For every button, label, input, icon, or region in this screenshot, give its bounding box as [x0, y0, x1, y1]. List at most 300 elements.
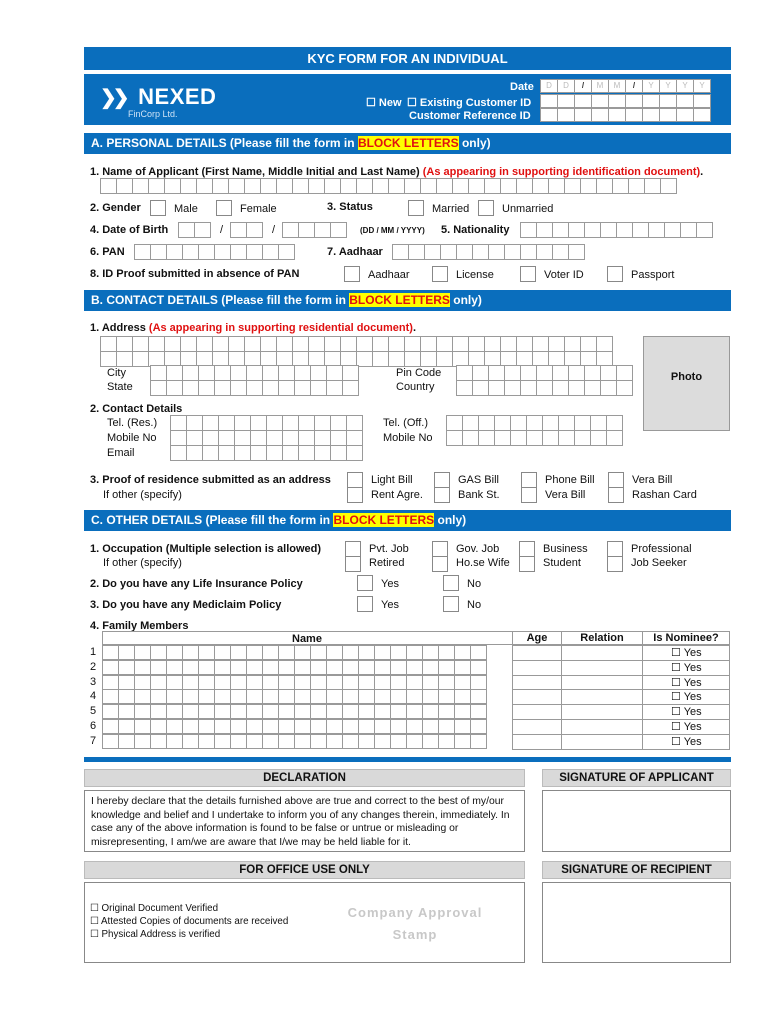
char-box[interactable] [374, 675, 391, 690]
char-box[interactable] [326, 660, 343, 675]
char-box[interactable] [214, 380, 231, 396]
char-box[interactable] [308, 178, 325, 194]
char-box[interactable] [422, 645, 439, 660]
char-box[interactable] [262, 719, 279, 734]
char-box[interactable] [408, 244, 425, 260]
char-box[interactable] [202, 430, 219, 446]
dob-month-field[interactable] [230, 222, 262, 238]
char-box[interactable] [660, 178, 677, 194]
char-box[interactable] [404, 178, 421, 194]
char-box[interactable] [452, 336, 469, 352]
char-box[interactable] [390, 660, 407, 675]
char-box[interactable] [102, 704, 119, 719]
char-box[interactable] [422, 704, 439, 719]
char-box[interactable] [342, 675, 359, 690]
char-box[interactable] [438, 645, 455, 660]
char-box[interactable] [358, 734, 375, 749]
char-box[interactable] [584, 365, 601, 381]
char-box[interactable] [278, 660, 295, 675]
char-box[interactable] [294, 380, 311, 396]
char-box[interactable] [294, 704, 311, 719]
char-box[interactable] [454, 675, 471, 690]
char-box[interactable] [510, 415, 527, 431]
char-box[interactable] [134, 734, 151, 749]
char-box[interactable] [314, 222, 331, 238]
char-box[interactable] [468, 336, 485, 352]
char-box[interactable] [470, 734, 487, 749]
char-box[interactable] [392, 244, 409, 260]
char-box[interactable] [358, 660, 375, 675]
char-box[interactable] [170, 445, 187, 461]
char-box[interactable] [356, 336, 373, 352]
email-field[interactable] [170, 445, 362, 461]
char-box[interactable] [246, 645, 263, 660]
family-nominee-cell[interactable] [642, 734, 730, 750]
char-box[interactable] [266, 445, 283, 461]
state-field[interactable] [150, 380, 358, 396]
char-box[interactable] [616, 380, 633, 396]
char-box[interactable] [326, 704, 343, 719]
char-box[interactable] [166, 734, 183, 749]
char-box[interactable] [388, 351, 405, 367]
char-box[interactable] [406, 704, 423, 719]
char-box[interactable] [182, 660, 199, 675]
char-box[interactable] [494, 415, 511, 431]
char-box[interactable] [478, 415, 495, 431]
char-box[interactable] [228, 336, 245, 352]
date-char-box[interactable]: D [557, 79, 575, 93]
char-box[interactable] [186, 415, 203, 431]
char-box[interactable] [625, 108, 643, 122]
family-relation-field[interactable] [561, 719, 643, 735]
char-box[interactable] [326, 675, 343, 690]
char-box[interactable] [230, 675, 247, 690]
char-box[interactable] [484, 336, 501, 352]
char-box[interactable] [278, 704, 295, 719]
char-box[interactable] [472, 380, 489, 396]
char-box[interactable] [574, 415, 591, 431]
char-box[interactable] [591, 94, 609, 108]
char-box[interactable] [164, 336, 181, 352]
char-box[interactable] [516, 178, 533, 194]
char-box[interactable] [134, 660, 151, 675]
char-box[interactable] [568, 222, 585, 238]
char-box[interactable] [182, 645, 199, 660]
char-box[interactable] [516, 336, 533, 352]
char-box[interactable] [346, 430, 363, 446]
char-box[interactable] [278, 675, 295, 690]
char-box[interactable] [298, 430, 315, 446]
char-box[interactable] [230, 689, 247, 704]
char-box[interactable] [246, 244, 263, 260]
char-box[interactable] [118, 645, 135, 660]
char-box[interactable] [246, 719, 263, 734]
char-box[interactable] [600, 222, 617, 238]
family-nominee-cell[interactable] [642, 660, 730, 676]
char-box[interactable] [164, 178, 181, 194]
char-box[interactable] [438, 704, 455, 719]
char-box[interactable] [250, 445, 267, 461]
char-box[interactable] [552, 222, 569, 238]
char-box[interactable] [150, 244, 167, 260]
char-box[interactable] [292, 336, 309, 352]
char-box[interactable] [642, 108, 660, 122]
char-box[interactable] [186, 430, 203, 446]
char-box[interactable] [118, 719, 135, 734]
life-no-checkbox[interactable] [443, 575, 459, 591]
char-box[interactable] [580, 336, 597, 352]
char-box[interactable] [132, 351, 149, 367]
char-box[interactable] [134, 719, 151, 734]
char-box[interactable] [196, 178, 213, 194]
char-box[interactable] [470, 689, 487, 704]
char-box[interactable] [260, 336, 277, 352]
char-box[interactable] [536, 244, 553, 260]
char-box[interactable] [342, 380, 359, 396]
char-box[interactable] [150, 645, 167, 660]
char-box[interactable] [214, 660, 231, 675]
char-box[interactable] [390, 675, 407, 690]
char-box[interactable] [278, 734, 295, 749]
pan-field[interactable] [134, 244, 294, 260]
char-box[interactable] [310, 689, 327, 704]
nominee-yes[interactable]: ☐ Yes [671, 735, 702, 748]
char-box[interactable] [262, 689, 279, 704]
char-box[interactable] [422, 734, 439, 749]
office-item-3[interactable]: ☐ Physical Address is verified [90, 929, 221, 940]
family-age-field[interactable] [512, 689, 562, 705]
female-checkbox[interactable] [216, 200, 232, 216]
char-box[interactable] [542, 415, 559, 431]
char-box[interactable] [557, 94, 575, 108]
char-box[interactable] [422, 675, 439, 690]
char-box[interactable] [100, 178, 117, 194]
char-box[interactable] [372, 336, 389, 352]
char-box[interactable] [330, 445, 347, 461]
char-box[interactable] [504, 244, 521, 260]
char-box[interactable] [568, 380, 585, 396]
char-box[interactable] [326, 734, 343, 749]
char-box[interactable] [526, 430, 543, 446]
char-box[interactable] [116, 336, 133, 352]
char-box[interactable] [244, 336, 261, 352]
char-box[interactable] [696, 222, 713, 238]
char-box[interactable] [552, 365, 569, 381]
office-item-1[interactable]: ☐ Original Document Verified [90, 903, 219, 914]
char-box[interactable] [262, 380, 279, 396]
family-name-field[interactable] [102, 645, 486, 660]
char-box[interactable] [294, 675, 311, 690]
mobile2-field[interactable] [446, 430, 622, 446]
char-box[interactable] [262, 244, 279, 260]
dob-year-field[interactable] [282, 222, 346, 238]
char-box[interactable] [198, 734, 215, 749]
char-box[interactable] [294, 660, 311, 675]
char-box[interactable] [693, 108, 711, 122]
char-box[interactable] [472, 244, 489, 260]
char-box[interactable] [198, 244, 215, 260]
char-box[interactable] [422, 689, 439, 704]
char-box[interactable] [420, 336, 437, 352]
family-name-field[interactable] [102, 734, 486, 749]
char-box[interactable] [310, 675, 327, 690]
nominee-yes[interactable]: ☐ Yes [671, 661, 702, 674]
family-relation-field[interactable] [561, 734, 643, 750]
char-box[interactable] [230, 380, 247, 396]
unmarried-checkbox[interactable] [478, 200, 494, 216]
char-box[interactable] [390, 645, 407, 660]
char-box[interactable] [150, 660, 167, 675]
char-box[interactable] [150, 704, 167, 719]
family-relation-field[interactable] [561, 645, 643, 661]
char-box[interactable] [230, 704, 247, 719]
char-box[interactable] [166, 365, 183, 381]
char-box[interactable] [214, 675, 231, 690]
char-box[interactable] [182, 719, 199, 734]
family-age-field[interactable] [512, 660, 562, 676]
char-box[interactable] [390, 689, 407, 704]
res-checkbox-1[interactable] [347, 472, 363, 488]
char-box[interactable] [504, 365, 521, 381]
char-box[interactable] [358, 689, 375, 704]
char-box[interactable] [230, 645, 247, 660]
char-box[interactable] [186, 445, 203, 461]
char-box[interactable] [298, 415, 315, 431]
char-box[interactable] [202, 415, 219, 431]
char-box[interactable] [246, 222, 263, 238]
char-box[interactable] [642, 94, 660, 108]
char-box[interactable] [182, 380, 199, 396]
char-box[interactable] [246, 380, 263, 396]
char-box[interactable] [212, 336, 229, 352]
office-item-2[interactable]: ☐ Attested Copies of documents are received [90, 916, 289, 927]
char-box[interactable] [326, 719, 343, 734]
char-box[interactable] [198, 675, 215, 690]
char-box[interactable] [262, 645, 279, 660]
family-name-field[interactable] [102, 719, 486, 734]
char-box[interactable] [374, 660, 391, 675]
char-box[interactable] [196, 336, 213, 352]
occ-checkbox-2[interactable] [345, 556, 361, 572]
char-box[interactable] [616, 365, 633, 381]
char-box[interactable] [356, 178, 373, 194]
char-box[interactable] [648, 222, 665, 238]
char-box[interactable] [536, 365, 553, 381]
nominee-yes[interactable]: ☐ Yes [671, 691, 702, 704]
char-box[interactable] [246, 704, 263, 719]
male-checkbox[interactable] [150, 200, 166, 216]
occ-checkbox-6[interactable] [519, 556, 535, 572]
char-box[interactable] [342, 645, 359, 660]
char-box[interactable] [456, 380, 473, 396]
char-box[interactable] [625, 94, 643, 108]
res-checkbox-2[interactable] [347, 487, 363, 503]
char-box[interactable] [472, 365, 489, 381]
char-box[interactable] [218, 415, 235, 431]
nominee-yes[interactable]: ☐ Yes [671, 676, 702, 689]
char-box[interactable] [118, 689, 135, 704]
char-box[interactable] [540, 94, 558, 108]
char-box[interactable] [510, 430, 527, 446]
char-box[interactable] [230, 244, 247, 260]
family-name-field[interactable] [102, 660, 486, 675]
char-box[interactable] [548, 178, 565, 194]
family-age-field[interactable] [512, 645, 562, 661]
char-box[interactable] [406, 645, 423, 660]
char-box[interactable] [310, 704, 327, 719]
occ-checkbox-4[interactable] [432, 556, 448, 572]
char-box[interactable] [436, 351, 453, 367]
res-checkbox-7[interactable] [608, 472, 624, 488]
char-box[interactable] [292, 178, 309, 194]
char-box[interactable] [326, 645, 343, 660]
char-box[interactable] [250, 415, 267, 431]
char-box[interactable] [462, 430, 479, 446]
id-voter-checkbox[interactable] [520, 266, 536, 282]
char-box[interactable] [342, 704, 359, 719]
char-box[interactable] [404, 351, 421, 367]
char-box[interactable] [262, 365, 279, 381]
char-box[interactable] [484, 178, 501, 194]
char-box[interactable] [676, 94, 694, 108]
char-box[interactable] [278, 719, 295, 734]
occ-checkbox-7[interactable] [607, 541, 623, 557]
char-box[interactable] [150, 365, 167, 381]
char-box[interactable] [178, 222, 195, 238]
sig-recipient-box[interactable] [542, 882, 731, 963]
char-box[interactable] [542, 430, 559, 446]
char-box[interactable] [536, 380, 553, 396]
char-box[interactable] [262, 660, 279, 675]
char-box[interactable] [500, 178, 517, 194]
char-box[interactable] [659, 94, 677, 108]
char-box[interactable] [278, 244, 295, 260]
char-box[interactable] [170, 430, 187, 446]
applicant-name-field[interactable] [100, 178, 676, 194]
pin-field[interactable] [456, 365, 632, 381]
char-box[interactable] [372, 178, 389, 194]
char-box[interactable] [422, 719, 439, 734]
char-box[interactable] [470, 719, 487, 734]
char-box[interactable] [558, 430, 575, 446]
char-box[interactable] [234, 415, 251, 431]
char-box[interactable] [214, 689, 231, 704]
char-box[interactable] [212, 178, 229, 194]
char-box[interactable] [374, 734, 391, 749]
char-box[interactable] [470, 704, 487, 719]
char-box[interactable] [294, 365, 311, 381]
char-box[interactable] [436, 178, 453, 194]
char-box[interactable] [452, 178, 469, 194]
char-box[interactable] [659, 108, 677, 122]
char-box[interactable] [552, 380, 569, 396]
char-box[interactable] [294, 645, 311, 660]
tel-off-field[interactable] [446, 415, 622, 431]
char-box[interactable] [166, 719, 183, 734]
nominee-yes[interactable]: ☐ Yes [671, 721, 702, 733]
char-box[interactable] [282, 415, 299, 431]
char-box[interactable] [100, 351, 117, 367]
family-nominee-cell[interactable] [642, 645, 730, 661]
char-box[interactable] [294, 719, 311, 734]
new-customer-checkbox[interactable]: ☐ New [366, 97, 402, 109]
char-box[interactable] [262, 734, 279, 749]
char-box[interactable] [148, 178, 165, 194]
char-box[interactable] [600, 365, 617, 381]
nominee-yes[interactable]: ☐ Yes [671, 647, 702, 659]
occ-checkbox-1[interactable] [345, 541, 361, 557]
char-box[interactable] [424, 244, 441, 260]
date-char-box[interactable]: Y [659, 79, 677, 93]
char-box[interactable] [166, 689, 183, 704]
char-box[interactable] [294, 734, 311, 749]
city-field[interactable] [150, 365, 358, 381]
family-age-field[interactable] [512, 719, 562, 735]
char-box[interactable] [150, 689, 167, 704]
char-box[interactable] [118, 660, 135, 675]
medi-yes-checkbox[interactable] [357, 596, 373, 612]
id-license-checkbox[interactable] [432, 266, 448, 282]
char-box[interactable] [436, 336, 453, 352]
char-box[interactable] [454, 645, 471, 660]
res-checkbox-4[interactable] [434, 487, 450, 503]
char-box[interactable] [198, 719, 215, 734]
char-box[interactable] [552, 244, 569, 260]
char-box[interactable] [584, 380, 601, 396]
char-box[interactable] [374, 704, 391, 719]
char-box[interactable] [262, 675, 279, 690]
char-box[interactable] [330, 415, 347, 431]
char-box[interactable] [532, 178, 549, 194]
char-box[interactable] [326, 380, 343, 396]
char-box[interactable] [590, 430, 607, 446]
family-relation-field[interactable] [561, 660, 643, 676]
char-box[interactable] [246, 734, 263, 749]
char-box[interactable] [310, 365, 327, 381]
char-box[interactable] [282, 222, 299, 238]
char-box[interactable] [372, 351, 389, 367]
char-box[interactable] [182, 675, 199, 690]
char-box[interactable] [488, 380, 505, 396]
char-box[interactable] [246, 660, 263, 675]
char-box[interactable] [406, 689, 423, 704]
char-box[interactable] [310, 380, 327, 396]
char-box[interactable] [564, 178, 581, 194]
char-box[interactable] [134, 244, 151, 260]
char-box[interactable] [500, 336, 517, 352]
char-box[interactable] [182, 244, 199, 260]
char-box[interactable] [198, 380, 215, 396]
char-box[interactable] [628, 178, 645, 194]
existing-customer-label[interactable]: ☐ Existing Customer ID [407, 97, 532, 109]
char-box[interactable] [182, 365, 199, 381]
char-box[interactable] [608, 94, 626, 108]
char-box[interactable] [230, 222, 247, 238]
char-box[interactable] [346, 415, 363, 431]
char-box[interactable] [342, 734, 359, 749]
char-box[interactable] [214, 244, 231, 260]
char-box[interactable] [446, 415, 463, 431]
char-box[interactable] [102, 675, 119, 690]
char-box[interactable] [358, 645, 375, 660]
char-box[interactable] [390, 734, 407, 749]
char-box[interactable] [308, 336, 325, 352]
date-char-box[interactable]: Y [676, 79, 694, 93]
char-box[interactable] [310, 645, 327, 660]
char-box[interactable] [540, 108, 558, 122]
char-box[interactable] [218, 445, 235, 461]
char-box[interactable] [214, 704, 231, 719]
